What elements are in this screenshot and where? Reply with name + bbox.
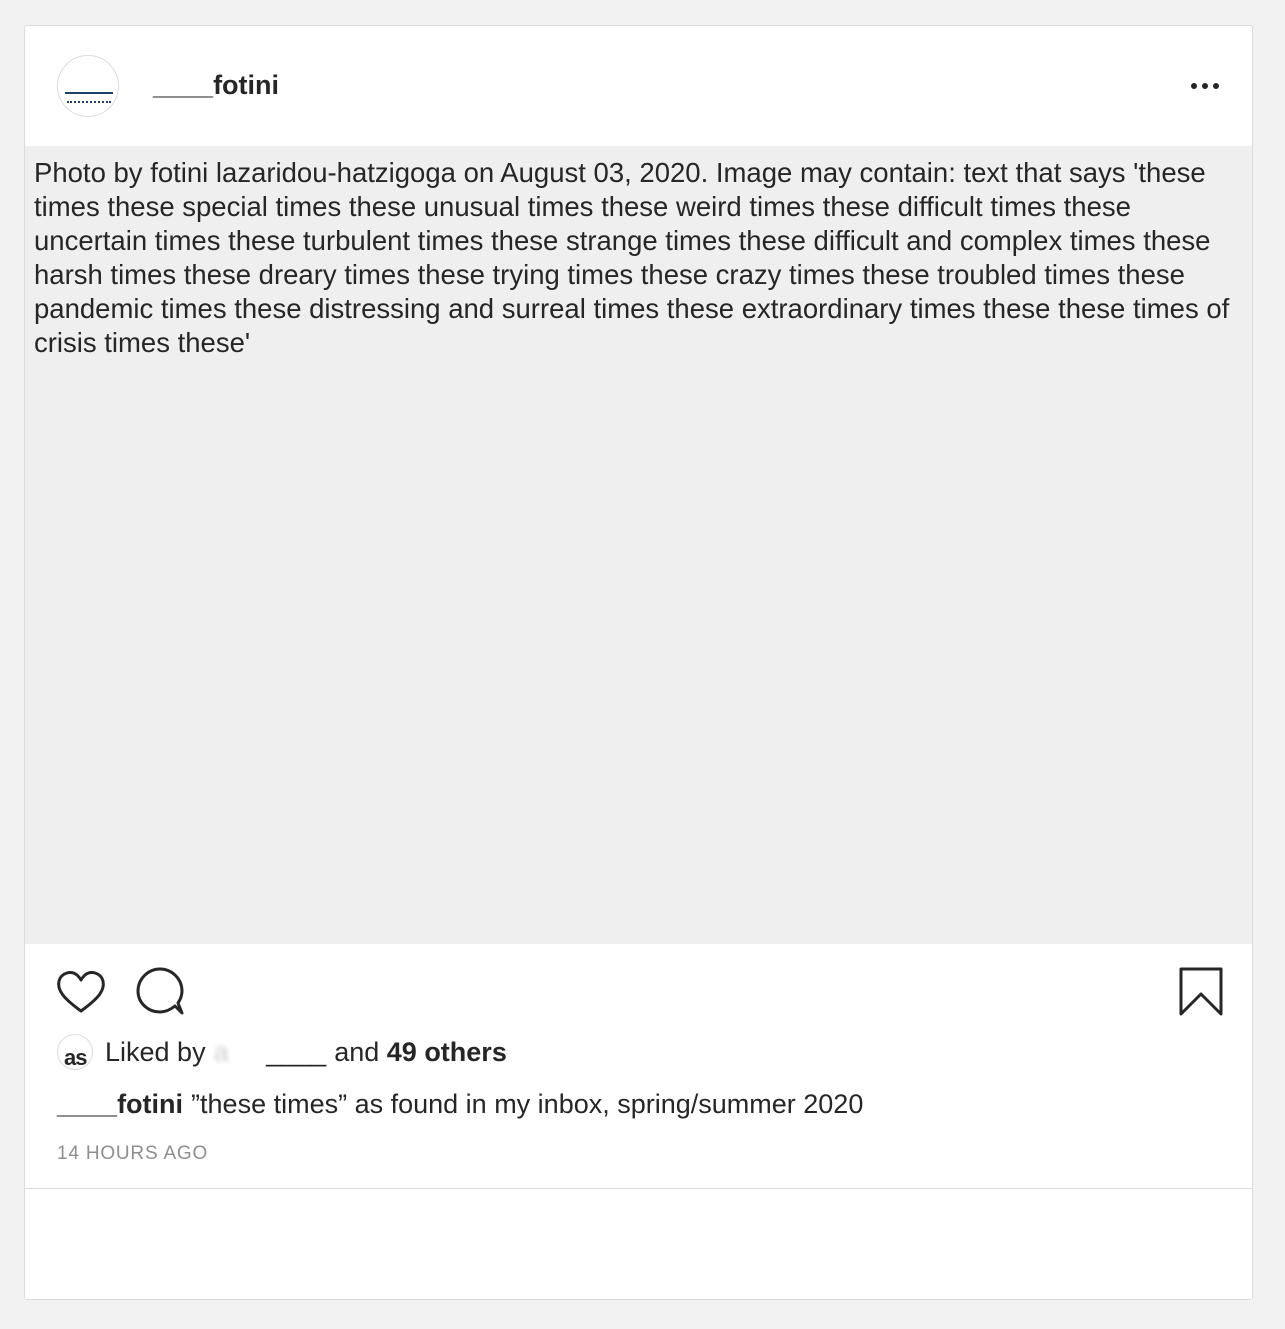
post-image-alt-text: Photo by fotini lazaridou-hatzigoga on August 03, 2020. Image may contain: text that says 'these times these special times these unusual times these weird times these difficult times these uncertain times these turbulent times these strange times these difficult and complex times these harsh times these dreary times these trying times these crazy times these troubled times these pandemic times these distressing and surreal times these extraordinary times these these times of crisis times these'	[25, 146, 1252, 944]
more-options-icon[interactable]	[1185, 74, 1225, 98]
caption-text: ”these times” as found in my inbox, spring/summer 2020	[191, 1089, 864, 1119]
bookmark-icon[interactable]	[1177, 966, 1225, 1018]
profile-avatar[interactable]	[57, 55, 119, 117]
post-card	[24, 25, 1253, 1300]
likes-summary	[57, 1031, 507, 1073]
likes-conjunction: and	[334, 1036, 380, 1067]
comment-icon[interactable]	[135, 966, 187, 1018]
post-timestamp[interactable]: 14 HOURS AGO	[57, 1143, 209, 1164]
likes-others-link[interactable]: 49 others	[386, 1036, 507, 1067]
post-username[interactable]: ____fotini	[153, 70, 280, 100]
liker-name-blur	[229, 1037, 267, 1067]
comment-area	[25, 1189, 1252, 1299]
liker-avatar-text: as	[64, 1045, 87, 1070]
caption-username[interactable]: ____fotini	[57, 1089, 184, 1119]
liker-avatar[interactable]	[57, 1034, 93, 1070]
heart-icon[interactable]	[55, 966, 107, 1018]
post-actions	[25, 944, 1252, 1044]
likes-prefix: Liked by	[105, 1036, 206, 1067]
avatar-line	[65, 92, 113, 94]
liker-name-visible: ____	[266, 1036, 327, 1067]
liker-username[interactable]	[214, 1037, 327, 1068]
post-caption	[57, 1089, 863, 1120]
post-header	[25, 26, 1252, 146]
liker-name-hidden: a	[213, 1036, 229, 1067]
avatar-dots	[67, 101, 111, 106]
